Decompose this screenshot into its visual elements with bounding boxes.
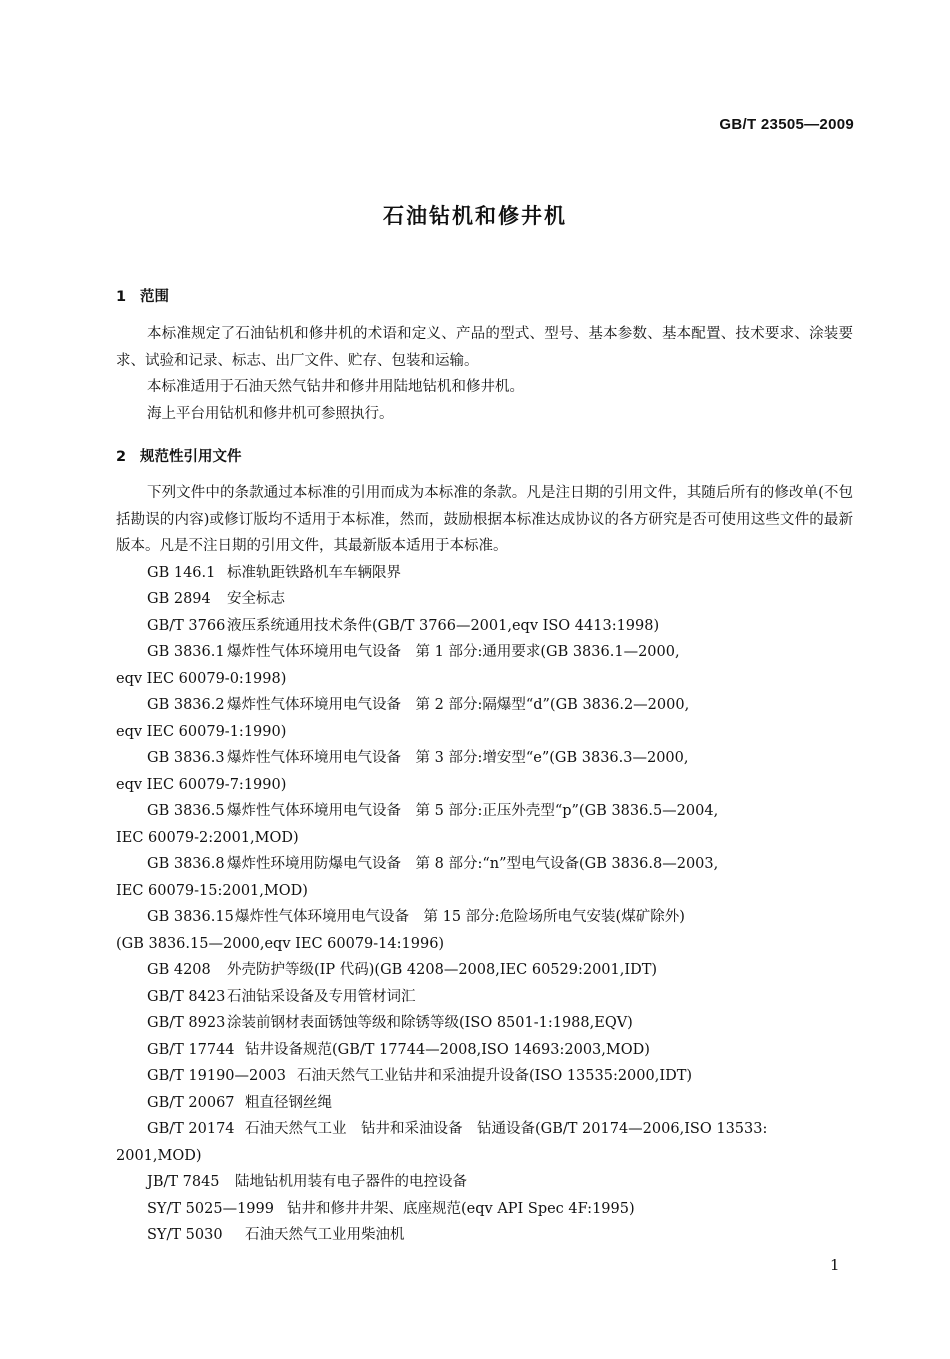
reference-item (116, 1169, 853, 1196)
section-number: 1 (116, 289, 127, 305)
reference-continuation: eqv IEC 60079-7:1990) (116, 776, 287, 793)
paragraph: 下列文件中的条款通过本标准的引用而成为本标准的条款。凡是注日期的引用文件，其随后所有的修改单(不包括勘误的内容)或修订版均不适用于本标准，然而，鼓励根据本标准达成协议的各方研究是否可使用这些文件的最新版本。凡是不注日期的引用文件，其最新版本适用于本标准。 (116, 485, 853, 554)
reference-item (116, 1116, 853, 1143)
reference-title: 石油天然气工业钻井和采油提升设备(ISO 13535:2000,IDT) (297, 1068, 693, 1084)
reference-item (116, 851, 853, 878)
reference-code: GB 4208 (147, 962, 211, 978)
reference-title: 爆炸性气体环境用电气设备 第 1 部分:通用要求(GB 3836.1—2000, (227, 644, 680, 660)
reference-title: 石油天然气工业用柴油机 (245, 1227, 405, 1243)
paragraph: 海上平台用钻机和修井机可参照执行。 (147, 405, 394, 422)
section-1-body (116, 321, 853, 427)
reference-item (116, 984, 853, 1011)
reference-code: GB/T 20174 (147, 1121, 235, 1137)
section-number: 2 (116, 449, 127, 465)
reference-item (116, 613, 853, 640)
reference-continuation: eqv IEC 60079-1:1990) (116, 723, 287, 740)
standard-number: GB/T 23505—2009 (719, 116, 854, 133)
reference-item (116, 1222, 853, 1249)
reference-code: GB 3836.2 (147, 697, 225, 713)
reference-code: GB 3836.8 (147, 856, 225, 872)
reference-title: 石油钻采设备及专用管材词汇 (227, 988, 416, 1005)
reference-continuation: IEC 60079-2:2001,MOD) (116, 829, 299, 846)
reference-item (116, 560, 853, 587)
reference-code: SY/T 5030 (147, 1227, 223, 1243)
reference-code: GB 146.1 (147, 564, 216, 581)
document-title: 石油钻机和修井机 (383, 204, 567, 228)
section-1-heading (116, 285, 169, 306)
section-2-body (116, 480, 853, 1249)
reference-code: GB 3836.15 (147, 909, 234, 925)
reference-title: 爆炸性环境用防爆电气设备 第 8 部分:“n”型电气设备(GB 3836.8—2003, (227, 856, 719, 872)
reference-code: GB/T 3766 (147, 617, 226, 634)
reference-code: GB/T 19190—2003 (147, 1068, 286, 1084)
reference-title: 标准轨距铁路机车车辆限界 (227, 564, 401, 581)
paragraph: 本标准规定了石油钻机和修井机的术语和定义、产品的型式、型号、基本参数、基本配置、技术要求、涂装要求、试验和记录、标志、出厂文件、贮存、包装和运输。 (116, 326, 853, 369)
reference-continuation: (GB 3836.15—2000,eqv IEC 60079-14:1996) (116, 935, 445, 952)
reference-continuation: IEC 60079-15:2001,MOD) (116, 882, 308, 899)
reference-title: 涂装前钢材表面锈蚀等级和除锈等级(ISO 8501-1:1988,EQV) (227, 1015, 633, 1031)
reference-title: 液压系统通用技术条件(GB/T 3766—2001,eqv ISO 4413:1998) (227, 617, 660, 634)
reference-code: GB 3836.5 (147, 803, 225, 819)
reference-code: GB 3836.1 (147, 644, 225, 660)
reference-code: GB 3836.3 (147, 750, 225, 766)
reference-title: 石油天然气工业 钻井和采油设备 钻通设备(GB/T 20174—2006,ISO 13533: (245, 1121, 768, 1137)
reference-title: 粗直径钢丝绳 (245, 1094, 332, 1111)
reference-code: SY/T 5025—1999 (147, 1200, 274, 1217)
page-number: 1 (830, 1256, 840, 1274)
reference-title: 外壳防护等级(IP 代码)(GB 4208—2008,IEC 60529:2001,IDT) (227, 962, 658, 978)
section-title: 规范性引用文件 (140, 449, 242, 465)
reference-code: GB/T 8923 (147, 1015, 226, 1031)
reference-code: JB/T 7845 (147, 1174, 220, 1190)
reference-title: 安全标志 (227, 591, 285, 607)
reference-item (116, 1196, 853, 1223)
reference-item (116, 692, 853, 719)
reference-code: GB 2894 (147, 591, 211, 607)
reference-item (116, 639, 853, 666)
reference-code: GB/T 20067 (147, 1094, 235, 1111)
reference-item (116, 798, 853, 825)
reference-item (116, 904, 853, 931)
reference-title: 陆地钻机用装有电子器件的电控设备 (235, 1174, 467, 1190)
reference-title: 爆炸性气体环境用电气设备 第 15 部分:危险场所电气安装(煤矿除外) (235, 909, 685, 925)
reference-item (116, 1090, 853, 1117)
section-title: 范围 (140, 289, 169, 305)
reference-title: 爆炸性气体环境用电气设备 第 3 部分:增安型“e”(GB 3836.3—2000, (227, 750, 689, 766)
paragraph: 本标准适用于石油天然气钻井和修井用陆地钻机和修井机。 (147, 379, 524, 395)
reference-code: GB/T 17744 (147, 1041, 235, 1058)
reference-item (116, 1010, 853, 1037)
reference-code: GB/T 8423 (147, 988, 226, 1005)
reference-item (116, 586, 853, 613)
reference-item (116, 957, 853, 984)
reference-title: 钻井设备规范(GB/T 17744—2008,ISO 14693:2003,MOD) (245, 1041, 650, 1058)
reference-continuation: 2001,MOD) (116, 1147, 202, 1164)
reference-title: 爆炸性气体环境用电气设备 第 5 部分:正压外壳型“p”(GB 3836.5—2004, (227, 803, 719, 819)
reference-continuation: eqv IEC 60079-0:1998) (116, 670, 287, 687)
reference-title: 钻井和修井井架、底座规范(eqv API Spec 4F:1995) (287, 1200, 635, 1217)
reference-title: 爆炸性气体环境用电气设备 第 2 部分:隔爆型“d”(GB 3836.2—2000, (227, 697, 690, 713)
reference-item (116, 1037, 853, 1064)
section-2-heading (116, 445, 242, 466)
reference-item (116, 745, 853, 772)
reference-item (116, 1063, 853, 1090)
